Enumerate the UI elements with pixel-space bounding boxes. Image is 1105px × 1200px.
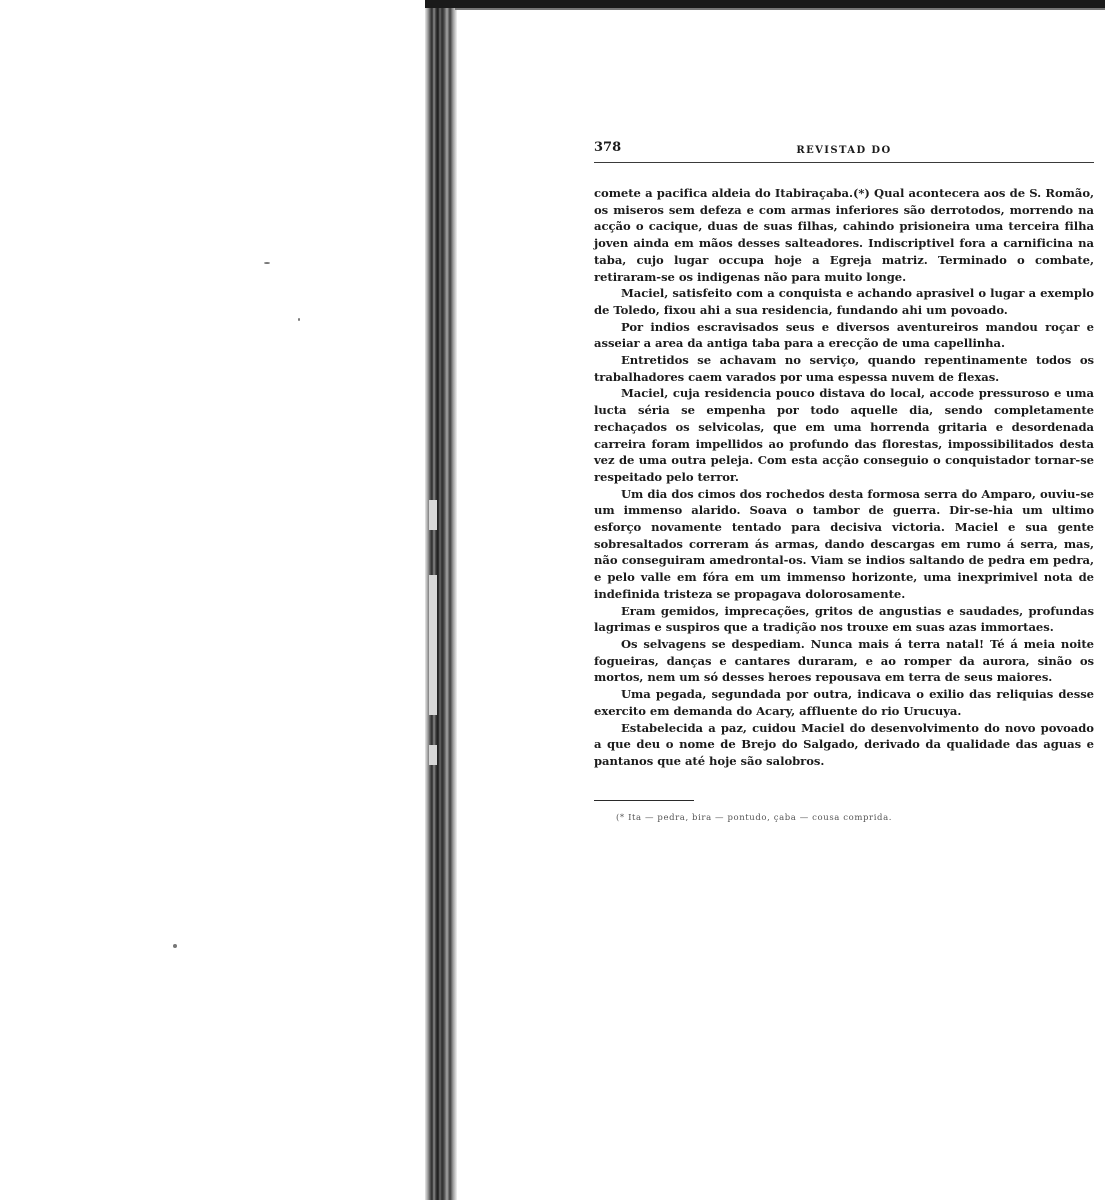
paragraph: Estabelecida a paz, cuidou Maciel do desenvolvimento do novo povoado a que deu o nome de Brejo do Salgado, derivado da qualidade das aguas e pantanos que até hoje são salobros. — [594, 720, 1094, 768]
body-text — [594, 185, 1094, 770]
paper-speck — [264, 262, 270, 264]
scan-top-edge — [425, 0, 1105, 8]
footnote-rule — [594, 800, 694, 801]
paragraph: Entretidos se achavam no serviço, quando repentinamente todos os trabalhadores caem varados por uma espessa nuvem de flexas. — [594, 353, 1094, 384]
paragraph: Um dia dos cimos dos rochedos desta formosa serra do Amparo, ouviu-se um immenso alarido. Soava o tambor de guerra. Dir-se-hia um ultimo esforço novamente tentado para decisiva victoria. Maciel e sua gente sobresaltados correram ás armas, dando descargas em rumo á serra, mas, não conseguiram amedrontal-os. Viam se indios saltando de pedra em pedra, e pelo valle em fóra em um immenso horizonte, uma inexprimivel nota de indefinida tristeza se propagava dolorosamente. — [594, 486, 1094, 601]
running-head: REVISTAD DO — [796, 145, 892, 156]
paragraph: comete a pacifica aldeia do Itabiraçaba.(*) Qual acontecera aos de S. Romão, os miseros sem defeza e com armas inferiores são derrotodos, morrendo na acção o cacique, duas de suas filhas, cahindo prisioneira uma terceira filha joven ainda em mãos desses salteadores. Indiscriptivel fora a carnificina na taba, cujo lugar occupa hoje a Egreja matriz. Terminado o combate, retiraram-se os indigenas não para muito longe. — [594, 186, 1094, 284]
page-number: 378 — [594, 140, 622, 155]
facing-page-blank — [0, 0, 425, 1200]
paragraph: Por indios escravisados seus e diversos aventureiros mandou roçar e asseiar a area da antiga taba para a erecção de uma capellinha. — [594, 319, 1094, 351]
footnote: (* Ita — pedra, bira — pontudo, çaba — cousa comprida. — [616, 812, 893, 823]
paragraph: Maciel, satisfeito com a conquista e achando aprasivel o lugar a exemplo de Toledo, fixou ahi a sua residencia, fundando ahi um povoado. — [594, 286, 1094, 317]
paragraph: Uma pegada, segundada por outra, indicava o exilio das reliquias desse exercito em demanda do Acary, affluente do rio Urucuya. — [594, 687, 1094, 718]
book-page — [594, 134, 1094, 823]
page-header — [594, 134, 1094, 163]
gutter-mark — [429, 575, 437, 715]
gutter-mark — [429, 745, 437, 765]
gutter-mark — [429, 500, 437, 530]
paper-speck — [298, 318, 300, 321]
scan-top-edge-shadow — [455, 8, 1105, 10]
paragraph: Eram gemidos, imprecações, gritos de angustias e saudades, profundas lagrimas e suspiros que a tradição nos trouxe em suas azas immortaes. — [594, 603, 1094, 635]
paper-speck — [173, 944, 177, 948]
paragraph: Maciel, cuja residencia pouco distava do local, accode pressuroso e uma lucta séria se empenha por todo aquelle dia, sendo completamente rechaçados os selvicolas, que em uma horrenda gritaria e desordenada carreira foram impellidos ao profundo das florestas, impossibilitados desta vez de uma outra peleja. Com esta acção conseguio o conquistador tornar-se respeitado pelo terror. — [594, 386, 1094, 484]
paragraph: Os selvagens se despediam. Nunca mais á terra natal! Té á meia noite fogueiras, danças e cantares duraram, e ao romper da aurora, sinão os mortos, nem um só desses heroes repousava em terra de seus maiores. — [594, 636, 1094, 685]
